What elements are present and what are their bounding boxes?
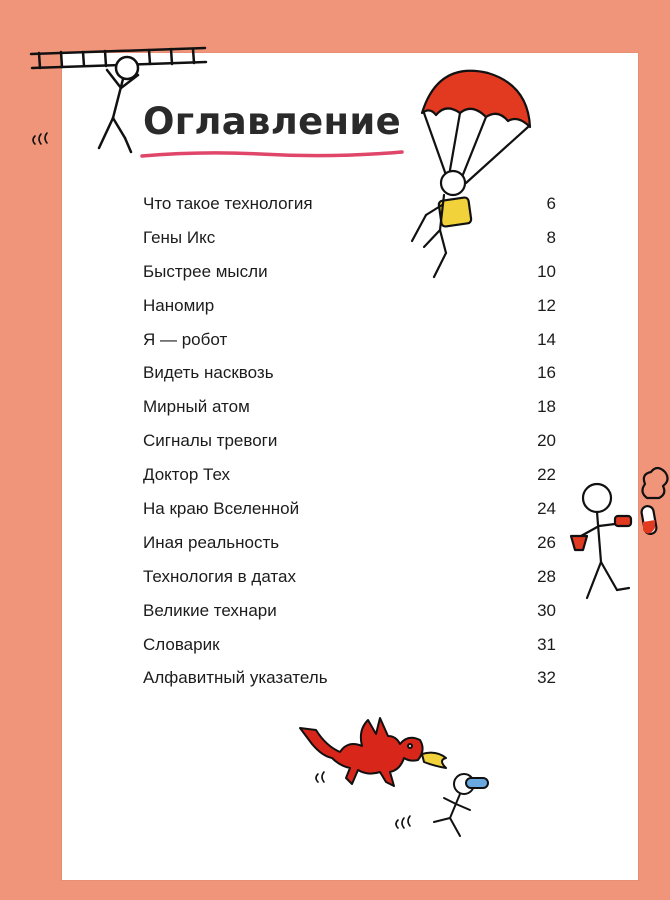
toc-item[interactable] bbox=[143, 356, 556, 390]
toc-item-title: Мирный атом bbox=[143, 397, 250, 417]
toc-item[interactable] bbox=[143, 424, 556, 458]
toc-item-page: 18 bbox=[537, 397, 556, 417]
toc-item-title: Быстрее мысли bbox=[143, 261, 268, 281]
toc-item-title: Наномир bbox=[143, 295, 215, 315]
page-title: Оглавление bbox=[143, 100, 402, 143]
toc-item-page: 24 bbox=[537, 498, 556, 518]
toc-item-page: 32 bbox=[537, 668, 556, 688]
toc-item[interactable] bbox=[143, 628, 556, 662]
toc-item-page: 30 bbox=[537, 600, 556, 620]
toc-item-page: 8 bbox=[546, 227, 556, 247]
toc-item-title: На краю Вселенной bbox=[143, 498, 300, 518]
toc-item[interactable] bbox=[143, 560, 556, 594]
toc-item-page: 20 bbox=[537, 431, 556, 451]
toc-item-title: Алфавитный указатель bbox=[143, 668, 328, 688]
toc-item-title: Технология в датах bbox=[143, 566, 296, 586]
toc-item[interactable] bbox=[143, 221, 556, 255]
scientist-test-tube-icon bbox=[565, 458, 670, 608]
toc-item[interactable] bbox=[143, 526, 556, 560]
toc-item[interactable] bbox=[143, 289, 556, 323]
toc-item-title: Словарик bbox=[143, 634, 220, 654]
toc-item[interactable] bbox=[143, 323, 556, 357]
title-underline bbox=[140, 147, 404, 161]
toc-item-page: 26 bbox=[537, 532, 556, 552]
toc-item[interactable] bbox=[143, 492, 556, 526]
toc-item-page: 14 bbox=[537, 329, 556, 349]
toc-item-title: Сигналы тревоги bbox=[143, 431, 278, 451]
toc-item[interactable] bbox=[143, 661, 556, 695]
toc-item-title: Великие технари bbox=[143, 600, 277, 620]
toc-item-title: Я — робот bbox=[143, 329, 228, 349]
toc-item-title: Что такое технология bbox=[143, 193, 313, 213]
toc-item-page: 16 bbox=[537, 363, 556, 383]
toc-item[interactable] bbox=[143, 594, 556, 628]
toc-item-title: Гены Икс bbox=[143, 227, 216, 247]
toc-item-title: Видеть насквозь bbox=[143, 363, 274, 383]
toc-item-title: Доктор Тех bbox=[143, 465, 231, 485]
table-of-contents bbox=[143, 187, 556, 695]
toc-item-title: Иная реальность bbox=[143, 532, 280, 552]
toc-item-page: 10 bbox=[537, 261, 556, 281]
toc-item-page: 12 bbox=[537, 295, 556, 315]
toc-item[interactable] bbox=[143, 255, 556, 289]
dragon-chasing-icon bbox=[296, 710, 496, 840]
toc-item[interactable] bbox=[143, 390, 556, 424]
toc-item-page: 6 bbox=[546, 193, 556, 213]
toc-item-page: 22 bbox=[537, 465, 556, 485]
toc-item[interactable] bbox=[143, 187, 556, 221]
toc-item[interactable] bbox=[143, 458, 556, 492]
toc-item-page: 31 bbox=[537, 634, 556, 654]
toc-item-page: 28 bbox=[537, 566, 556, 586]
